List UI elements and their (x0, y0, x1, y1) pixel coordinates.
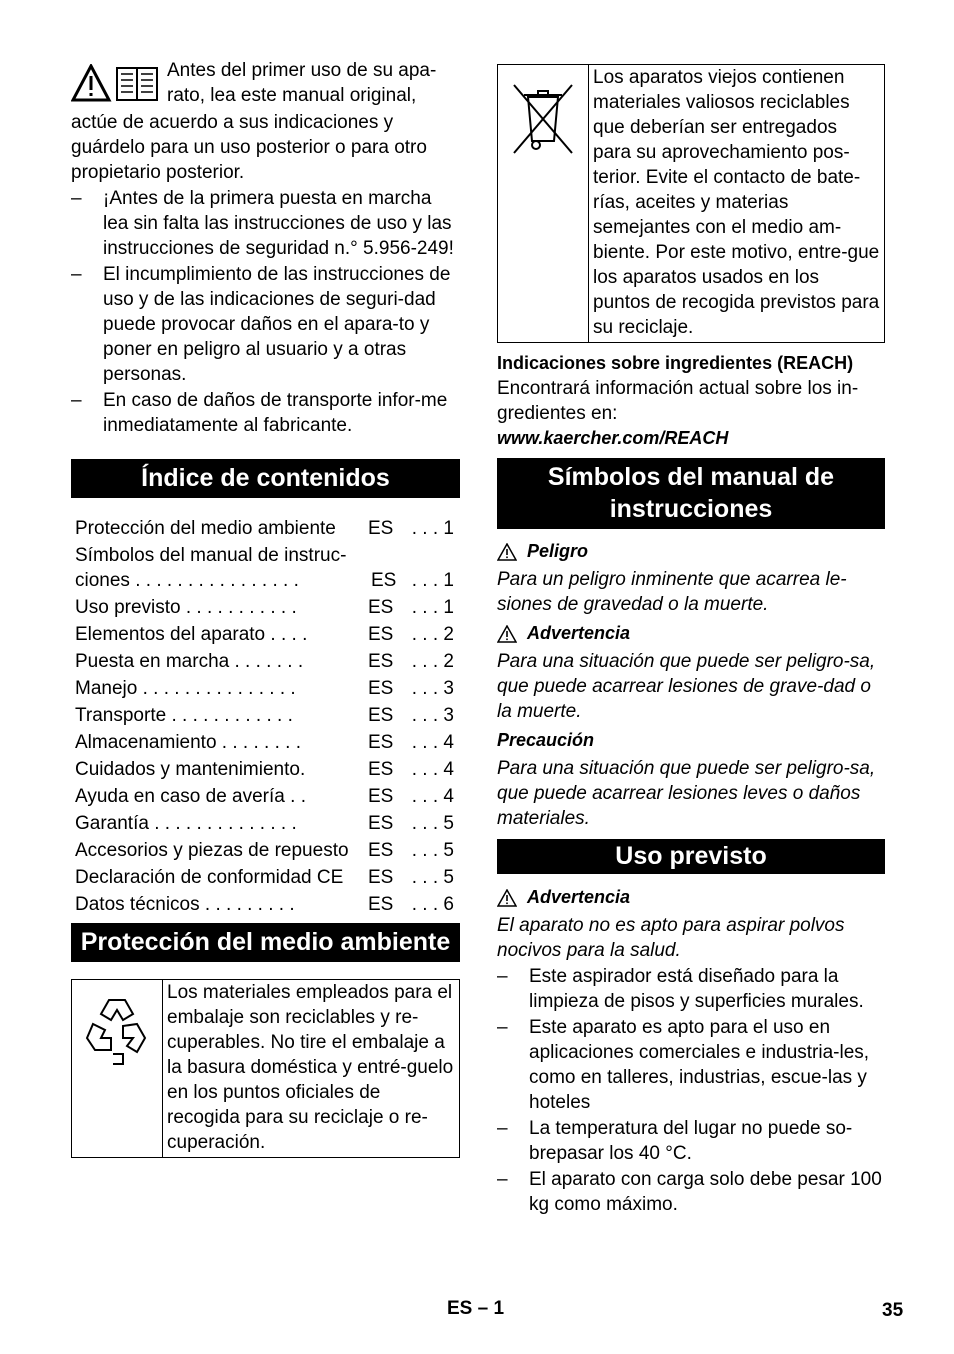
warning-triangle-icon (497, 625, 517, 643)
toc-title: Garantía . . . . . . . . . . . . . . (75, 813, 297, 834)
toc-row[interactable] (71, 622, 460, 647)
recycle-icon (79, 994, 155, 1070)
toc-title: Transporte . . . . . . . . . . . . (75, 705, 293, 726)
toc-row[interactable] (71, 811, 460, 836)
list-item: – Este aspirador está diseñado para la limpieza de pisos y superficies murales. (497, 964, 885, 1014)
toc-page: . . . 1 (411, 518, 454, 539)
use-warning-heading (497, 885, 885, 910)
environment-heading: Protección del medio ambiente (71, 923, 460, 962)
toc-page: . . . 5 (411, 813, 454, 834)
toc-page: . . . 6 (411, 894, 454, 915)
warning-triangle-icon (497, 889, 517, 907)
toc-page: . . . 1 (411, 597, 454, 618)
toc-title: Declaración de conformidad CE (75, 867, 344, 888)
toc-heading: Índice de contenidos (71, 459, 460, 498)
reach-text: Encontrará información actual sobre los in-gredientes en: (497, 378, 859, 424)
toc-lang: ES (368, 840, 394, 861)
list-item: – La temperatura del lugar no puede so-brepasar los 40 °C. (497, 1116, 885, 1166)
toc-row[interactable] (71, 892, 460, 917)
toc-lang: ES (368, 732, 394, 753)
toc-title: Accesorios y piezas de repuesto (75, 840, 349, 861)
toc-page: . . . 2 (411, 651, 454, 672)
toc-lang: ES (368, 705, 394, 726)
toc-page: . . . 2 (411, 624, 454, 645)
toc-row[interactable] (71, 649, 460, 674)
danger-label: Peligro (527, 541, 589, 561)
toc-page: . . . 3 (411, 705, 454, 726)
list-item: – Este aparato es apto para el uso en aplicaciones comerciales e industria-les, como en talleres, industrias, escue-las y hoteles (497, 1015, 885, 1115)
table-of-contents (71, 516, 460, 917)
caution-label: Precaución (497, 730, 595, 750)
toc-lang: ES (368, 894, 394, 915)
warning-triangle-icon (71, 64, 161, 104)
reach-url-link[interactable]: www.kaercher.com/REACH (497, 428, 729, 448)
toc-page: . . . 4 (411, 786, 454, 807)
toc-title: Cuidados y mantenimiento. (75, 759, 306, 780)
toc-lang: ES (368, 624, 394, 645)
toc-lang: ES (371, 570, 397, 591)
toc-title: Protección del medio ambiente (75, 518, 336, 539)
toc-page: . . . 3 (411, 678, 454, 699)
toc-row[interactable] (71, 703, 460, 728)
danger-heading (497, 539, 885, 564)
weee-text: Los aparatos viejos contienen materiales valiosos reciclables que deberían ser entregados para su aprovechamiento pos-terior. Evite el contacto de bate-rías, aceites y materias semejantes con el medio am-biente. Por este motivo, entre-gue los aparatos usados en los puntos de recogida previstos para su reciclaje. (593, 67, 880, 338)
caution-heading (497, 728, 885, 753)
toc-row[interactable] (71, 516, 460, 541)
toc-lang: ES (368, 651, 394, 672)
intro-block (71, 58, 460, 185)
recycle-text: Los materiales empleados para el embalaje son reciclables y re-cuperables. No tire el embalaje a la basura doméstica y entré-guelo en los puntos oficiales de recogida para su reciclaje o re-cuperación. (167, 982, 454, 1153)
use-warning-label: Advertencia (527, 887, 631, 907)
intro-text-rest: actúe de acuerdo a sus indicaciones y guárdelo para un uso posterior o para otro propietario posterior. (71, 112, 427, 183)
warning-label: Advertencia (527, 623, 631, 643)
toc-title: Almacenamiento . . . . . . . . (75, 732, 301, 753)
toc-title: Elementos del aparato . . . . (75, 624, 308, 645)
list-item: – El aparato con carga solo debe pesar 100 kg como máximo. (497, 1167, 885, 1217)
list-item: – ¡Antes de la primera puesta en marcha lea sin falta las instrucciones de uso y las instrucciones de seguridad n.° 5.956-249! (71, 186, 460, 261)
intro-text-first: Antes del primer uso de su apa-rato, lea este manual original, (167, 60, 437, 106)
toc-lang: ES (368, 597, 394, 618)
intro-bullet-list (71, 186, 460, 438)
toc-row[interactable] (71, 543, 460, 593)
toc-row[interactable] (71, 730, 460, 755)
caution-text: Para una situación que puede ser peligro-sa, que puede acarrear lesiones leves o daños materiales. (497, 758, 876, 829)
toc-lang: ES (368, 759, 394, 780)
danger-text: Para un peligro inminente que acarrea le-siones de gravedad o la muerte. (497, 569, 847, 615)
toc-lang: ES (368, 867, 394, 888)
left-column (71, 58, 460, 1158)
warning-heading (497, 621, 885, 646)
toc-lang: ES (368, 678, 394, 699)
warning-text: Para una situación que puede ser peligro-sa, que puede acarrear lesiones de grave-dad o la muerte. (497, 651, 876, 722)
list-item: – En caso de daños de transporte infor-me inmediatamente al fabricante. (71, 388, 460, 438)
toc-title: Ayuda en caso de avería . . (75, 786, 306, 807)
recycle-icon-cell (72, 980, 163, 1157)
right-column (497, 64, 885, 1217)
open-book-icon (117, 68, 157, 100)
use-heading: Uso previsto (497, 839, 885, 874)
toc-row[interactable] (71, 595, 460, 620)
footer-page-number: 35 (882, 1300, 904, 1321)
toc-lang: ES (368, 518, 394, 539)
footer-lang-page: ES – 1 (447, 1298, 505, 1319)
toc-row[interactable] (71, 865, 460, 890)
weee-box (497, 64, 885, 343)
toc-page: . . . 1 (411, 570, 454, 591)
toc-lang: ES (368, 813, 394, 834)
toc-page: . . . 5 (411, 867, 454, 888)
toc-row[interactable] (71, 757, 460, 782)
toc-title: Manejo . . . . . . . . . . . . . . . (75, 678, 296, 699)
weee-icon-cell (498, 65, 589, 342)
toc-title: Uso previsto . . . . . . . . . . . (75, 597, 297, 618)
warning-manual-icons (71, 64, 161, 110)
toc-row[interactable] (71, 838, 460, 863)
list-item: – El incumplimiento de las instrucciones de uso y de las indicaciones de seguri-dad puede provocar daños en el apara-to y poner en peligro al usuario y a otras personas. (71, 262, 460, 387)
toc-title: Puesta en marcha . . . . . . . (75, 651, 304, 672)
toc-row[interactable] (71, 676, 460, 701)
toc-page: . . . 4 (411, 759, 454, 780)
symbols-heading: Símbolos del manual de instrucciones (497, 458, 885, 529)
use-bullet-list (497, 964, 885, 1217)
toc-lang: ES (368, 786, 394, 807)
toc-title: Símbolos del manual de instruc-ciones . . . . . . . . . . . . . . . . (75, 545, 347, 591)
toc-page: . . . 4 (411, 732, 454, 753)
crossed-bin-icon (510, 81, 576, 157)
reach-heading: Indicaciones sobre ingredientes (REACH) (497, 353, 854, 373)
recycle-box (71, 979, 460, 1158)
toc-page: . . . 5 (411, 840, 454, 861)
toc-row[interactable] (71, 784, 460, 809)
use-warning-text: El aparato no es apto para aspirar polvos nocivos para la salud. (497, 915, 845, 961)
warning-triangle-icon (497, 543, 517, 561)
toc-title: Datos técnicos . . . . . . . . . (75, 894, 295, 915)
